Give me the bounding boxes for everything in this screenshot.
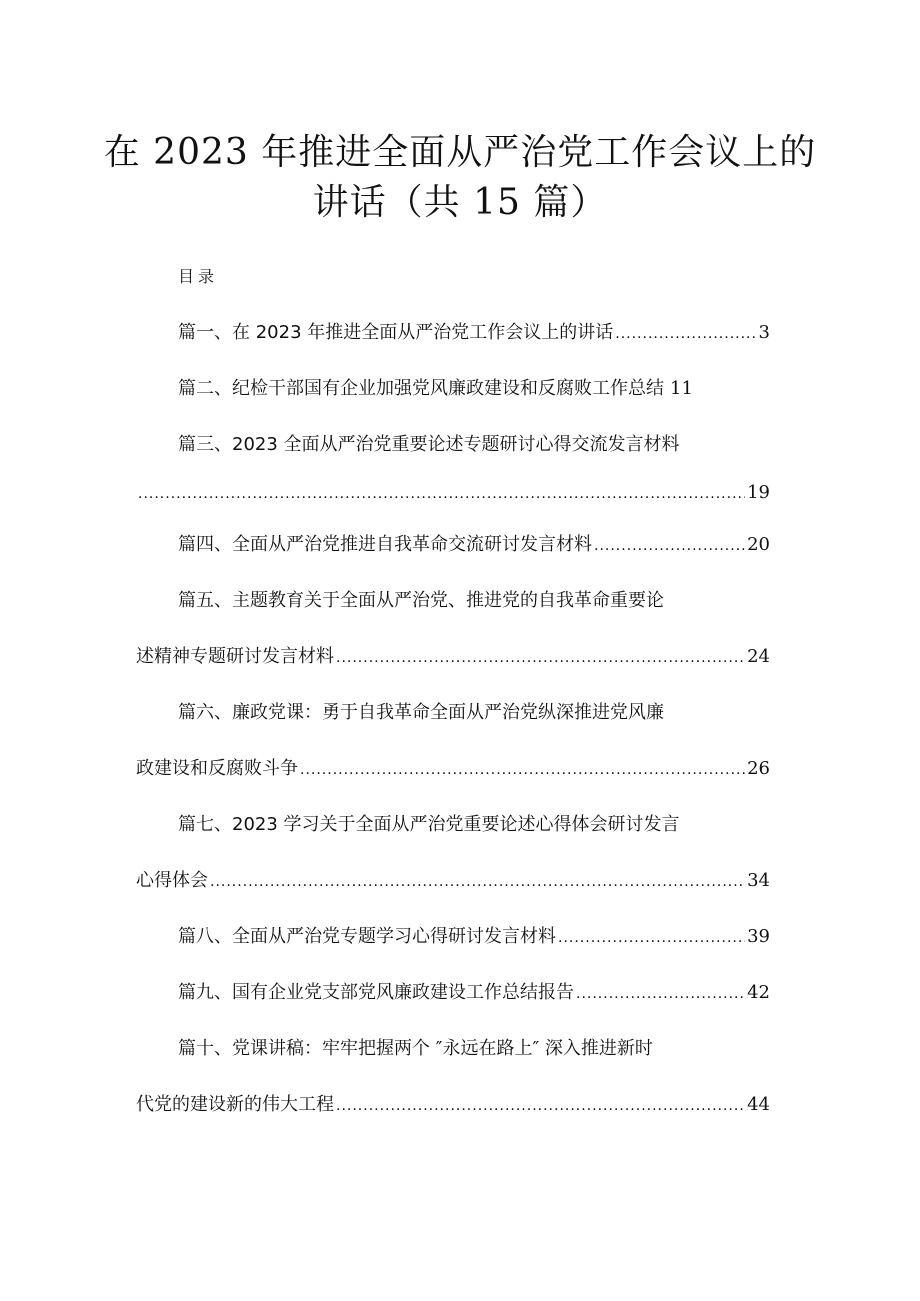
- toc-page-number: 42: [747, 982, 770, 1003]
- toc-entry-title-continued: 政建设和反腐败斗争: [136, 758, 298, 779]
- toc-entry-7-continuation[interactable]: [136, 866, 770, 896]
- toc-entry-6[interactable]: [136, 698, 770, 728]
- toc-dot-leader: [138, 479, 745, 508]
- toc-entry-title: 篇三、2023 全面从严治党重要论述专题研讨心得交流发言材料: [178, 434, 680, 455]
- toc-page-number: 44: [747, 1094, 770, 1115]
- toc-entry-title: 篇九、国有企业党支部党风廉政建设工作总结报告: [178, 982, 574, 1003]
- toc-dot-leader: [558, 923, 745, 952]
- toc-entry-title-continued: 述精神专题研讨发言材料: [136, 646, 334, 667]
- toc-page-number: 24: [747, 646, 770, 667]
- toc-dot-leader: [210, 867, 745, 896]
- toc-entry-title: 篇四、全面从严治党推进自我革命交流研讨发言材料: [178, 534, 592, 555]
- toc-entry-title: 篇八、全面从严治党专题学习心得研讨发言材料: [178, 926, 556, 947]
- toc-entry-title: 篇七、2023 学习关于全面从严治党重要论述心得体会研讨发言: [178, 814, 680, 835]
- document-title: [0, 128, 920, 228]
- toc-dot-leader: [615, 319, 756, 348]
- toc-entry-10-continuation[interactable]: [136, 1090, 770, 1120]
- toc-entry-title-continued: 心得体会: [136, 870, 208, 891]
- toc-entry-5-continuation[interactable]: [136, 642, 770, 672]
- document-title-line-1: 在 2023 年推进全面从严治党工作会议上的: [103, 132, 817, 173]
- toc-dot-leader: [336, 643, 745, 672]
- toc-entry-9[interactable]: [136, 978, 770, 1008]
- toc-page-number: 20: [747, 534, 770, 555]
- toc-entry-3-continuation[interactable]: [136, 478, 770, 508]
- toc-page-number: 3: [758, 322, 770, 343]
- toc-entry-8[interactable]: [136, 922, 770, 952]
- toc-entry-title: 篇十、党课讲稿：牢牢把握两个 ″永远在路上″ 深入推进新时: [178, 1038, 653, 1059]
- toc-entry-10[interactable]: [136, 1034, 770, 1064]
- toc-page-number: 34: [747, 870, 770, 891]
- toc-dot-leader: [336, 1091, 745, 1120]
- toc-entry-1[interactable]: [136, 318, 770, 348]
- toc-dot-leader: [300, 755, 745, 784]
- toc-entry-5[interactable]: [136, 586, 770, 616]
- toc-entry-6-continuation[interactable]: [136, 754, 770, 784]
- toc-page-number: 26: [747, 758, 770, 779]
- toc-entry-title-continued: 代党的建设新的伟大工程: [136, 1094, 334, 1115]
- toc-dot-leader: [576, 979, 745, 1008]
- toc-heading: 目录: [178, 267, 219, 286]
- document-title-line-2: 讲话（共 15 篇）: [312, 182, 608, 223]
- toc-entry-title: 篇二、纪检干部国有企业加强党风廉政建设和反腐败工作总结: [178, 378, 664, 399]
- toc-entry-3[interactable]: [136, 430, 770, 460]
- toc-entry-2[interactable]: [136, 374, 770, 404]
- toc-page-number: 11: [670, 378, 693, 399]
- toc-entry-title: 篇一、在 2023 年推进全面从严治党工作会议上的讲话: [178, 322, 614, 343]
- toc-entry-title: 篇六、廉政党课：勇于自我革命全面从严治党纵深推进党风廉: [178, 702, 664, 723]
- toc-entry-title: 篇五、主题教育关于全面从严治党、推进党的自我革命重要论: [178, 590, 664, 611]
- toc-dot-leader: [594, 531, 745, 560]
- toc-page-number: 19: [747, 482, 770, 503]
- toc-entry-4[interactable]: [136, 530, 770, 560]
- toc-page-number: 39: [747, 926, 770, 947]
- toc-entry-7[interactable]: [136, 810, 770, 840]
